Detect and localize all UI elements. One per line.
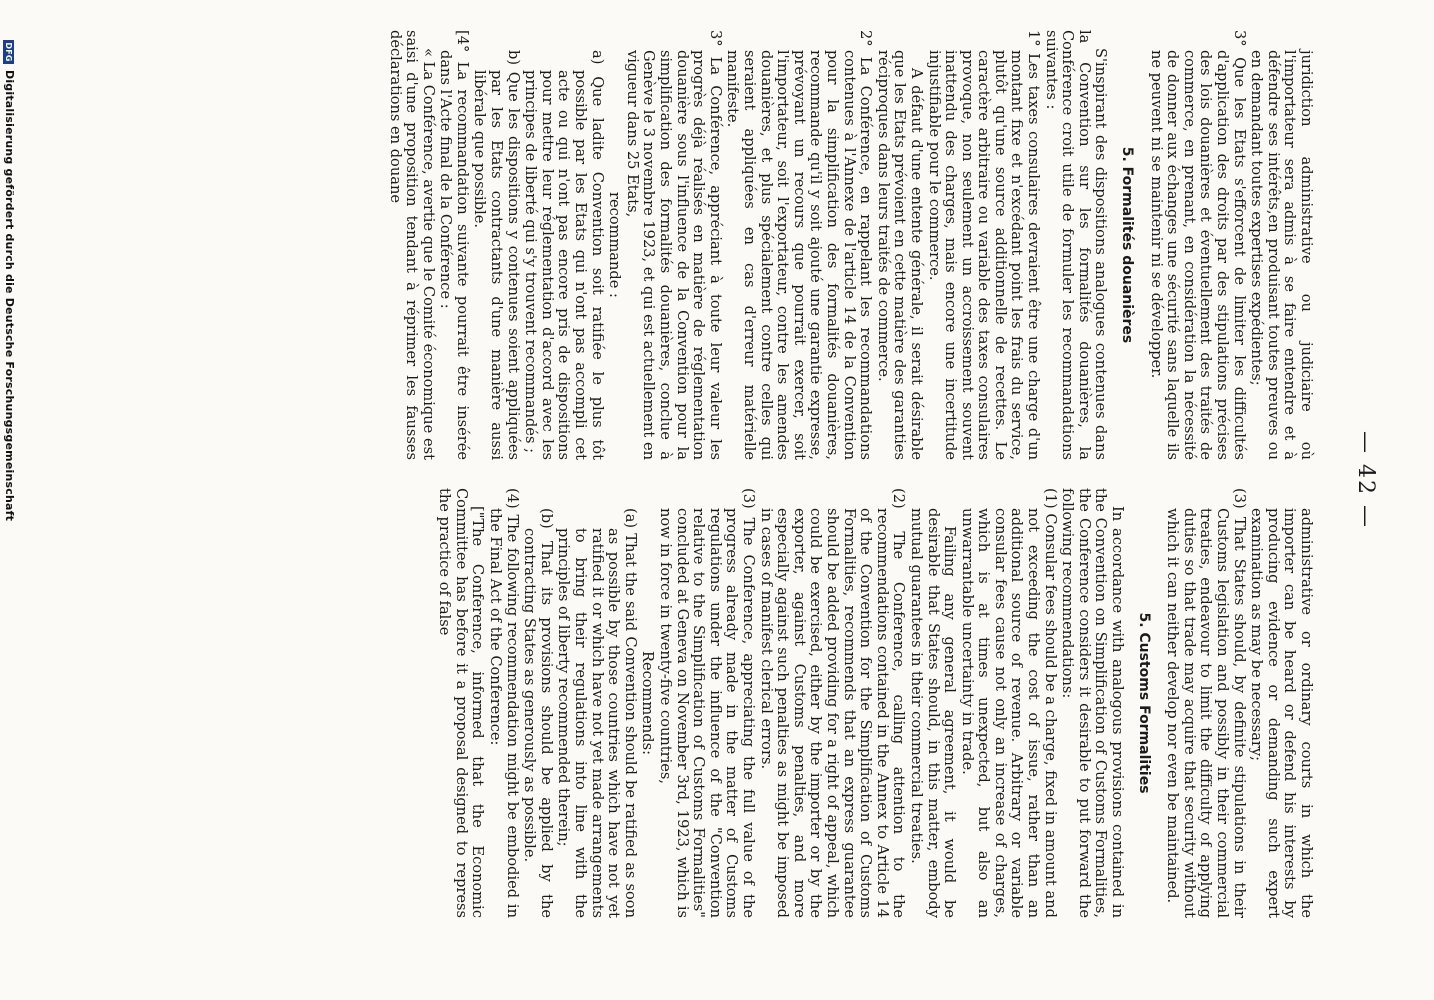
fr-sub-b: b) Que les dispositions y contenues soient appliquées par les Etats contractants d'une manière aussi libérale que possible. <box>471 50 522 460</box>
fr-item-1: 1° Les taxes consulaires devraient être une charge d'un montant fixe et n'excédant point les frais du service, plutôt qu'une source additionnelle de recettes. Le caractère arbitraire ou variable des taxes consulaires provoque, non seulement un accroissement souvent inattendu des charges, mais encore une incertitude injustifiable pour le commerce. <box>925 30 1043 460</box>
page-number: — 42 — <box>1353 431 1378 529</box>
fr-sub-a: a) Que ladite Convention soit ratifiée le plus tôt possible par les Etats qui n'ont pas accompli cet acte ou qui n'ont pas encore pris de dispositions pour mettre leur réglementation d'accord avec les principes de liberté qui s'y trouvent recommandés ; <box>522 50 606 460</box>
en-recommends: Recommends: <box>639 650 657 756</box>
en-item-1b: Failing any general agreement, it would be desirable that States should, in this matter, embody mutual guarantees in their commercial treaties. <box>907 508 959 918</box>
digitization-footer <box>3 40 16 1000</box>
en-section-heading: 5. Customs Formalities <box>1135 612 1152 794</box>
fr-section-heading: 5. Formalités douanières <box>1119 146 1136 344</box>
en-item-4: (4) The following recommendation might be embodied in the Final Act of the Conference: <box>487 488 521 918</box>
en-item-2: (2) The Conference, calling attention to the recommendations contained in the Annex to Article 14 of the Convention for the Simplification of Customs Formalities, recommends that an express guarantee should be added providing for a right of appeal, which could be exercised, either by the importer or by the exporter, against Customs penalties, and more especially against such penalties as might be imposed in cases of manifest clerical errors. <box>757 488 908 918</box>
fr-item-1b: A défaut d'une entente générale, il serait désirable que les Etats prévoient en cette matière des garanties réciproques dans leurs traités de commerce. <box>874 50 925 460</box>
fr-item-4: [4° La recommandation suivante pourrait être insérée dans l'Acte final de la Conférence : <box>437 30 471 460</box>
fr-item-3: 3° Que les Etats s'efforcent de limiter les difficultés d'application des droits par des stipulations précises des lois douanières et éventuellement des traités de commerce, en prenant, en considération la nécessité de donner aux échanges une sécurité sans laquelle ils ne peuvent ni se maintenir ni se développer. <box>1147 30 1248 460</box>
fr-item-3b: 3° La Conférence, appréciant à toute leur valeur les progrès déjà réalisés en matière de réglementation douanière sous l'influence de la Convention pour la simplification des formalités douanières, conclue à Genève le 3 novembre 1923, et qui est actuellement en vigueur dans 25 Etats, <box>623 30 724 460</box>
dfg-logo-icon: DFG <box>4 40 15 64</box>
fr-section-intro: S'inspirant des dispositions analogues contenues dans la Convention sur les formalités douanières, la Conférence croit utile de formuler les recommandations suivantes : <box>1042 30 1110 460</box>
en-section-intro: In accordance with analogous provisions contained in the Convention on Simplification of Customs Formalities, the Conference considers it desirable to put forward the following recommendations: <box>1059 488 1127 918</box>
fr-intro: juridiction administrative ou judiciaire où l'importateur sera admis à se faire entendre et à défendre ses intérêts,en produisant toutes preuves ou en demandant toutes expertises expédientes; <box>1248 50 1315 460</box>
en-intro: administrative or ordinary courts in which the importer can be heard or defend his interests by producing evidence or demanding such expert examination as may be necessary; <box>1248 508 1315 918</box>
french-column <box>385 30 1314 460</box>
en-item-1: (1) Consular fees should be a charge, fixed in amount and not exceeding the cost of issue, rather than an additional source of revenue. Arbitrary or variable consular fees cause not only an increase of charges, which is at times unexpected, but also an unwarrantable uncertainty in trade. <box>958 488 1059 918</box>
fr-recommande: recommande : <box>606 192 624 298</box>
en-quote: ["The Conference, informed that the Economic Committee has before it a proposal designed to repress the practice of false <box>436 488 487 918</box>
en-sub-a: (a) That the said Convention should be ratified as soon as possible by those countries which have not yet ratified it or which have not yet made arrangements to bring their regulations into line with the principles of liberty recommended therein; <box>555 508 639 918</box>
footer-text: Digitalisierung gefördert durch die Deutsche Forschungsgemeinschaft <box>3 70 16 522</box>
english-column <box>435 488 1314 918</box>
en-sub-b: (b) That its provisions should be applied by the contracting States as generously as possible. <box>521 508 555 918</box>
fr-item-2: 2° La Conférence, en rappelant les recommandations contenues à l'Annexe de l'article 14 de la Convention pour la simplification des formalités douanières, recommande qu'il y soit ajouté une garantie expresse, prévoyant un recours que pourrait exercer, soit l'importateur, soit l'exportateur, contre les amendes douanières, et plus spécialement contre celles qui seraient appliquées en cas d'erreur matérielle manifeste. <box>724 30 875 460</box>
fr-quote: « La Conférence, avertie que le Comité économique est saisi d'une proposition tendant à réprimer les fausses déclarations en douane <box>386 30 437 460</box>
en-item-3: (3) That States should, by definite stipulations in their Customs legislation and possibly in their commercial treaties, endeavour to limit the difficulty of applying duties so that trade may acquire that security without which it can neither develop nor even be maintained. <box>1164 488 1248 918</box>
en-item-3b: (3) The Conference, appreciating the full value of the progress already made in the matter of Customs regulations under the influence of the "Convention relative to the Simplification of Customs Formalities" concluded at Geneva on November 3rd, 1923, which is now in force in twenty-five countries, <box>657 488 757 918</box>
